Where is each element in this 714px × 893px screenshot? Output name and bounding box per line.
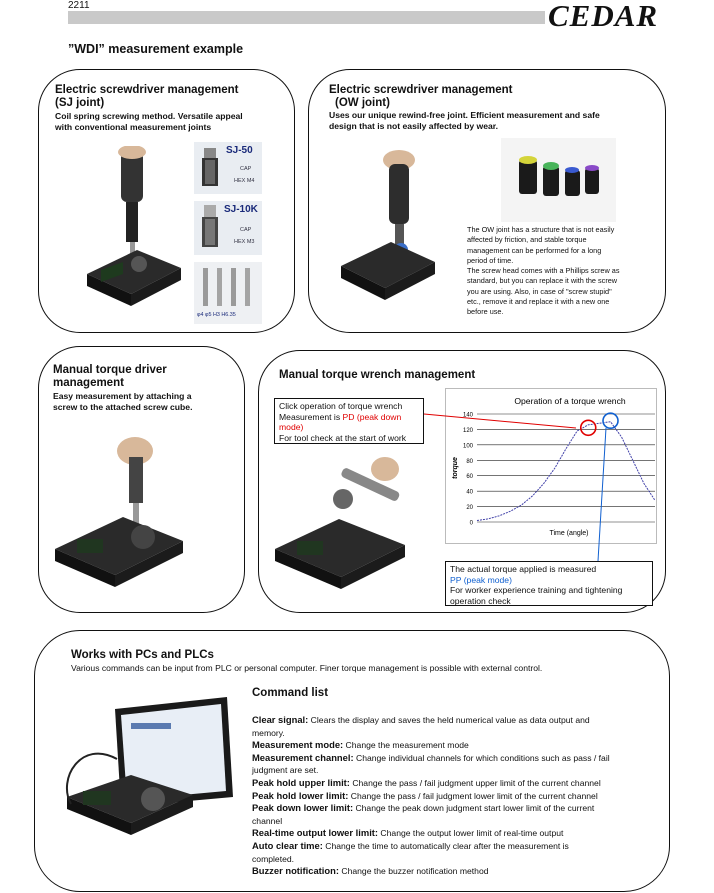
ow-title-line2: (OW joint) bbox=[335, 97, 390, 109]
sj10k-hex: HEX M3 bbox=[234, 239, 255, 245]
command-item bbox=[252, 853, 652, 866]
chart-ytick-label: 40 bbox=[466, 489, 473, 496]
command-item bbox=[252, 815, 652, 828]
command-text: Clears the display and saves the held numerical value as data output and bbox=[308, 715, 590, 725]
sj-desc-line2: with conventional measurement joints bbox=[55, 122, 212, 132]
command-item bbox=[252, 865, 652, 878]
plc-title: Works with PCs and PLCs bbox=[71, 649, 214, 661]
command-item bbox=[252, 727, 652, 740]
brand-logo: CEDAR bbox=[548, 0, 659, 33]
ow-body-line: before use. bbox=[467, 307, 504, 317]
ow-body-line: period of time. bbox=[467, 255, 514, 265]
ow-body-line: affected by friction, and stable torque bbox=[467, 235, 587, 245]
command-text: memory. bbox=[252, 727, 285, 738]
command-label: Real-time output lower limit: bbox=[252, 827, 379, 839]
command-text: Change the time to automatically clear after the measurement is bbox=[322, 840, 569, 851]
command-item bbox=[252, 840, 652, 853]
plc-photo bbox=[61, 679, 241, 869]
command-text: judgment are set. bbox=[252, 765, 319, 776]
command-item bbox=[252, 777, 652, 790]
command-text: Change the pass / fail judgment upper limit of the current channel bbox=[349, 777, 601, 788]
page-number: 2211 bbox=[68, 0, 90, 11]
command-text: Change the measurement mode bbox=[343, 740, 469, 751]
command-label: Buzzer notification: bbox=[252, 865, 339, 877]
command-item bbox=[252, 827, 652, 840]
sj50-hex: HEX M4 bbox=[234, 178, 255, 184]
pd-callout-prefix: Measurement is bbox=[279, 411, 343, 422]
sj50-label: SJ-50 bbox=[226, 145, 253, 156]
sj-title-line2: (SJ joint) bbox=[55, 97, 105, 109]
chart-ytick-label: 100 bbox=[462, 443, 473, 450]
chart-ytick-label: 20 bbox=[466, 505, 473, 512]
chart-ytick-label: 140 bbox=[462, 412, 473, 419]
command-item bbox=[252, 714, 652, 727]
pp-callout-line3: For worker experience training and tightening bbox=[450, 585, 623, 595]
command-label: Measurement channel: bbox=[252, 751, 354, 763]
ow-body-line: management can be performed for a long bbox=[467, 245, 602, 255]
ow-body-line: The OW joint has a structure that is not easily bbox=[467, 225, 615, 234]
chart-ytick-label: 60 bbox=[466, 474, 473, 481]
command-item bbox=[252, 739, 652, 752]
command-text: channel bbox=[252, 815, 283, 826]
command-label: Peak hold upper limit: bbox=[252, 776, 350, 788]
page-title: ”WDI” measurement example bbox=[68, 42, 244, 56]
ow-body-line: you are using. Also, in case of "screw stupid" bbox=[467, 286, 612, 296]
command-label: Measurement mode: bbox=[252, 739, 344, 751]
sj-title-line1: Electric screwdriver management bbox=[55, 84, 239, 96]
pd-callout-line1: Click operation of torque wrench bbox=[279, 401, 403, 411]
command-text: Change the output lower limit of real-time output bbox=[378, 828, 564, 839]
command-label: Auto clear time: bbox=[252, 839, 323, 851]
chart-ytick-label: 120 bbox=[462, 427, 473, 434]
command-list bbox=[252, 714, 652, 878]
wrench-title: Manual torque wrench management bbox=[279, 369, 476, 381]
plc-desc: Various commands can be input from PLC or personal computer. Finer torque management is possible with external control. bbox=[71, 663, 543, 673]
chart-xlabel: Time (angle) bbox=[549, 530, 589, 537]
command-text: Change the pass / fail judgment lower limit of the current channel bbox=[348, 790, 598, 801]
command-text: Change individual channels for which conditions such as pass / fail bbox=[353, 752, 610, 763]
manual-driver-title-line1: Manual torque driver bbox=[53, 364, 167, 376]
pp-callout-line4: operation check bbox=[450, 595, 511, 606]
ow-title-line1: Electric screwdriver management bbox=[329, 84, 513, 96]
command-text: Change the peak down judgment start lower limit of the current bbox=[353, 803, 595, 814]
pd-mode-label-cont: mode) bbox=[279, 422, 304, 432]
pp-mode-label: PP (peak mode) bbox=[450, 574, 512, 585]
bits-caption: φ4 φ5 H3 H6.35 bbox=[197, 312, 236, 318]
sj10k-label: SJ-10K bbox=[224, 204, 258, 215]
chart-ylabel: torque bbox=[452, 457, 459, 479]
manual-driver-title-line2: management bbox=[53, 377, 124, 389]
sj50-cap: CAP bbox=[240, 166, 252, 172]
command-label: Peak down lower limit: bbox=[252, 802, 354, 814]
ow-body-line: The screw head comes with a Phillips screw as bbox=[467, 266, 620, 276]
manual-driver-desc-line2: screw to the attached screw cube. bbox=[53, 402, 193, 412]
command-item bbox=[252, 764, 652, 777]
pd-callout-line4: For tool check at the start of work bbox=[279, 432, 407, 443]
manual-driver-desc-line1: Easy measurement by attaching a bbox=[53, 391, 192, 401]
pd-connector-line bbox=[424, 414, 576, 428]
command-text: completed. bbox=[252, 853, 295, 864]
command-label: Peak hold lower limit: bbox=[252, 789, 349, 801]
command-text: Change the buzzer notification method bbox=[338, 866, 489, 877]
ow-body-line: standard, but you can replace it with the screw bbox=[467, 276, 618, 286]
tablet-and-device-illustration bbox=[61, 679, 241, 869]
pd-mode-label: PD (peak down bbox=[342, 411, 402, 422]
chart-ytick-label: 80 bbox=[466, 458, 473, 465]
command-item bbox=[252, 790, 652, 803]
command-list-title: Command list bbox=[252, 687, 329, 699]
command-item bbox=[252, 752, 652, 765]
command-label: Clear signal: bbox=[252, 714, 309, 725]
command-item bbox=[252, 802, 652, 815]
sj10k-cap: CAP bbox=[240, 227, 252, 233]
chart-ytick-label: 0 bbox=[469, 520, 473, 527]
plc-panel bbox=[34, 630, 670, 892]
ow-desc-line2: design that is not easily affected by wear. bbox=[329, 121, 499, 131]
pp-callout-line1: The actual torque applied is measured bbox=[450, 564, 597, 574]
chart-title: Operation of a torque wrench bbox=[514, 396, 626, 406]
ow-desc-line1: Uses our unique rewind-free joint. Efficient measurement and safe bbox=[329, 110, 600, 120]
pp-connector-line bbox=[598, 428, 606, 561]
ow-body-line: etc., remove it and replace it with a new one bbox=[467, 297, 610, 307]
sj-desc-line1: Coil spring screwing method. Versatile appeal bbox=[55, 111, 243, 121]
